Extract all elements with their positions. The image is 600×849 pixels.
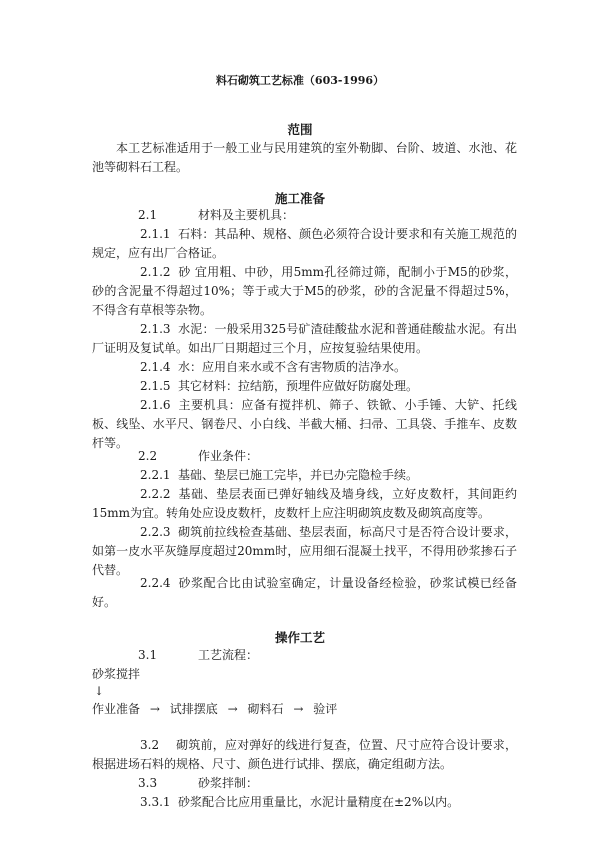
clause-text: 砌筑前，应对弹好的线进行复查，位置、尺寸应符合设计要求，根据进场石料的规格、尺寸、颜色进行试排、摆底，确定组砌方法。 <box>92 738 517 771</box>
flow-top-step: 砂浆搅拌 <box>92 667 141 681</box>
flow-step: 作业准备 <box>92 702 141 716</box>
clause-number: 3.3.1 <box>140 795 171 809</box>
clause-text: 材料及主要机具： <box>198 208 295 222</box>
clause-number: 2.1.3 <box>140 322 171 336</box>
clause-number: 2.1.2 <box>140 265 171 279</box>
clause-text: 基础、垫层表面已弹好轴线及墙身线，立好皮数杆，其间距约15mm为宜。转角处应设皮数杆，皮数杆上应注明砌筑皮数及砌筑高度等。 <box>92 487 517 520</box>
clause-text: 砂 宜用粗、中砂，用5mm孔径筛过筛，配制小于M5的砂浆，砂的含泥量不得超过10%；等于或大于M5的砂浆，砂的含泥量不得超过5%，不得含有草根等杂物。 <box>92 265 517 317</box>
clause-text: 作业条件： <box>198 449 259 463</box>
section-heading-scope: 范围 <box>287 122 313 137</box>
document-title: 料石砌筑工艺标准（603-1996） <box>215 74 385 87</box>
flow-arrow: → <box>293 702 304 716</box>
clause-text: 其它材料：拉结筋，预埋件应做好防腐处理。 <box>178 379 419 393</box>
clause-number: 2.2.1 <box>140 468 171 482</box>
clause-2-1-1 <box>92 225 517 263</box>
clause-number: 3.2 <box>140 738 160 752</box>
clause-3-1 <box>138 646 258 665</box>
clause-number: 2.2 <box>138 449 158 463</box>
clause-number: 2.1.6 <box>140 398 171 412</box>
clause-2-2-2 <box>92 485 517 523</box>
clause-number: 3.1 <box>138 648 158 662</box>
flow-chain <box>92 700 343 719</box>
clause-3-3-1 <box>92 793 517 812</box>
clause-2-2 <box>138 447 258 466</box>
clause-2-1-3 <box>92 320 517 358</box>
flow-step: 试排摆底 <box>169 702 218 716</box>
clause-text: 主要机具：应备有搅拌机、筛子、铁锨、小手锤、大铲、托线板、线坠、水平尺、钢卷尺、小白线、半截大桶、扫帚、工具袋、手推车、皮数杆等。 <box>92 398 517 450</box>
clause-text: 水：应用自来水或不含有害物质的洁净水。 <box>178 360 407 374</box>
clause-2-2-1 <box>92 466 517 485</box>
clause-2-1-6 <box>92 396 517 453</box>
flow-step: 砌料石 <box>247 702 284 716</box>
flow-down-arrow: ↓ <box>94 684 105 698</box>
clause-2-2-4 <box>92 574 517 612</box>
clause-text: 砂浆拌制： <box>198 776 259 790</box>
clause-number: 2.2.3 <box>140 525 171 539</box>
section-heading-process: 操作工艺 <box>274 630 325 645</box>
clause-number: 2.2.2 <box>140 487 171 501</box>
clause-number: 2.1 <box>138 208 158 222</box>
clause-text: 石料：其品种、规格、颜色必须符合设计要求和有关施工规范的规定，应有出厂合格证。 <box>92 227 517 260</box>
clause-number: 2.2.4 <box>140 576 171 590</box>
scope-paragraph: 本工艺标准适用于一般工业与民用建筑的室外勒脚、台阶、坡道、水池、花池等砌料石工程。 <box>92 141 517 174</box>
clause-3-2 <box>92 736 517 774</box>
clause-2-2-3 <box>92 523 517 580</box>
clause-number: 2.1.5 <box>140 379 171 393</box>
clause-2-1-2 <box>92 263 517 320</box>
clause-text: 砂浆配合比由试验室确定，计量设备经检验，砂浆试模已经备好。 <box>92 576 517 609</box>
flow-step: 验评 <box>313 702 338 716</box>
clause-2-1-5 <box>92 377 517 396</box>
flow-arrow: → <box>227 702 238 716</box>
clause-text: 工艺流程： <box>198 648 259 662</box>
clause-number: 3.3 <box>138 776 158 790</box>
clause-2-1-4 <box>92 358 517 377</box>
section-heading-preparation: 施工准备 <box>274 191 325 206</box>
clause-3-3 <box>138 774 258 793</box>
clause-text: 水泥：一般采用325号矿渣硅酸盐水泥和普通硅酸盐水泥。有出厂证明及复试单。如出厂日期超过三个月，应按复验结果使用。 <box>92 322 517 355</box>
clause-text: 基础、垫层已施工完毕，并已办完隐检手续。 <box>178 468 419 482</box>
clause-text: 砂浆配合比应用重量比，水泥计量精度在±2%以内。 <box>178 795 460 809</box>
clause-2-1 <box>138 206 294 225</box>
clause-number: 2.1.4 <box>140 360 171 374</box>
clause-number: 2.1.1 <box>140 227 171 241</box>
clause-text: 砌筑前拉线检查基础、垫层表面，标高尺寸是否符合设计要求，如第一皮水平灰缝厚度超过20mm时，应用细石混凝土找平，不得用砂浆掺石子代替。 <box>92 525 517 577</box>
flow-arrow: → <box>149 702 160 716</box>
